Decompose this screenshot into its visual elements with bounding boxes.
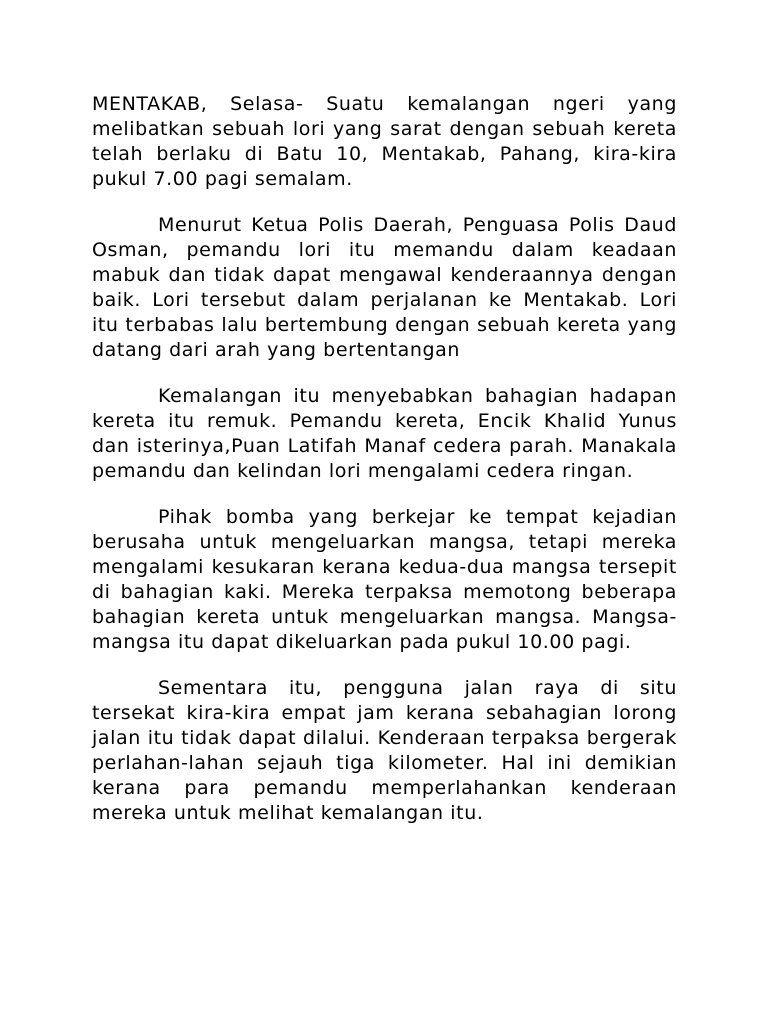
paragraph-police-statement: Menurut Ketua Polis Daerah, Penguasa Polis Daud Osman, pemandu lori itu memandu dalam keadaan mabuk dan tidak dapat mengawal kenderaannya dengan baik. Lori tersebut dalam perjalanan ke Mentakab. Lori itu terbabas lalu bertembung dengan sebuah kereta yang datang dari arah yang bertentangan [92,214,677,361]
article-body [92,92,677,826]
paragraph-damage-injuries: Kemalangan itu menyebabkan bahagian hadapan kereta itu remuk. Pemandu kereta, Encik Khalid Yunus dan isterinya,Puan Latifah Manaf cedera parah. Manakala pemandu dan kelindan lori mengalami cedera ringan. [92,385,677,482]
paragraph-traffic: Sementara itu, pengguna jalan raya di situ tersekat kira-kira empat jam kerana sebahagian lorong jalan itu tidak dapat dilalui. Kenderaan terpaksa bergerak perlahan-lahan sejauh tiga kilometer. Hal ini demikian kerana para pemandu memperlahankan kenderaan mereka untuk melihat kemalangan itu. [92,677,677,824]
paragraph-rescue: Pihak bomba yang berkejar ke tempat kejadian berusaha untuk mengeluarkan mangsa, tetapi mereka mengalami kesukaran kerana kedua-dua mangsa tersepit di bahagian kaki. Mereka terpaksa memotong beberapa bahagian kereta untuk mengeluarkan mangsa. Mangsa-mangsa itu dapat dikeluarkan pada pukul 10.00 pagi. [92,506,677,653]
paragraph-lead: MENTAKAB, Selasa- Suatu kemalangan ngeri yang melibatkan sebuah lori yang sarat dengan sebuah kereta telah berlaku di Batu 10, Mentakab, Pahang, kira-kira pukul 7.00 pagi semalam. [92,93,677,190]
